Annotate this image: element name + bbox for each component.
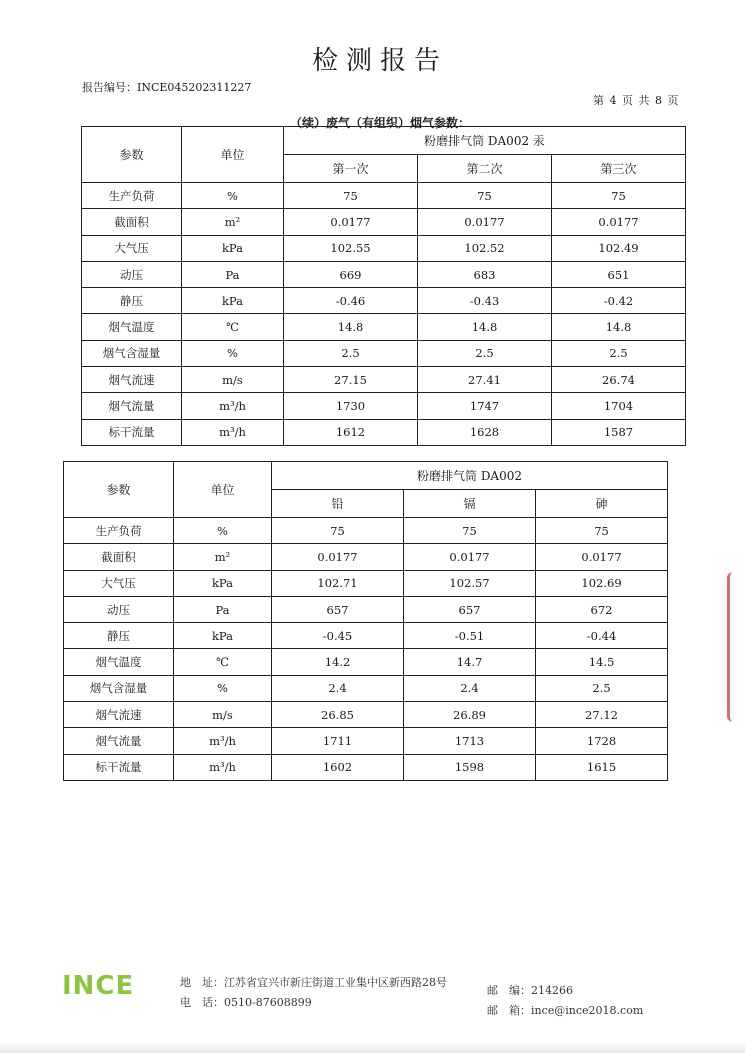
value-cell: 1612 [284,419,418,445]
value-cell: 1602 [272,754,404,780]
param-cell: 大气压 [64,570,174,596]
unit-cell: m² [182,209,284,235]
value-cell: 75 [418,183,552,209]
value-cell: 75 [536,518,668,544]
unit-cell: ℃ [174,649,272,675]
table-row [64,754,668,780]
table-row [64,518,668,544]
param-cell: 大气压 [82,235,182,261]
header-unit: 单位 [174,462,272,518]
table-row [64,675,668,701]
table-row [64,623,668,649]
value-cell: 657 [404,596,536,622]
header-col: 铅 [272,490,404,518]
table-row [64,544,668,570]
value-cell: 102.49 [552,235,686,261]
value-cell: 14.5 [536,649,668,675]
unit-cell: kPa [182,235,284,261]
value-cell: 2.5 [552,340,686,366]
value-cell: 669 [284,261,418,287]
param-cell: 动压 [64,596,174,622]
table-row [82,367,686,393]
value-cell: -0.45 [272,623,404,649]
value-cell: 14.7 [404,649,536,675]
param-cell: 静压 [82,288,182,314]
value-cell: 0.0177 [404,544,536,570]
value-cell: 75 [552,183,686,209]
value-cell: 102.55 [284,235,418,261]
value-cell: 1598 [404,754,536,780]
param-cell: 生产负荷 [64,518,174,544]
value-cell: 0.0177 [284,209,418,235]
value-cell: 14.8 [552,314,686,340]
value-cell: 102.71 [272,570,404,596]
value-cell: -0.46 [284,288,418,314]
report-number: 报告编号：INCE045202311227 [82,81,252,94]
value-cell: 26.74 [552,367,686,393]
param-cell: 截面积 [82,209,182,235]
footer-email: 邮 箱：ince@ince2018.com [487,1004,644,1017]
table-row [82,314,686,340]
value-cell: 1628 [418,419,552,445]
unit-cell: kPa [174,623,272,649]
unit-cell: m² [174,544,272,570]
table-row [64,702,668,728]
value-cell: 14.2 [272,649,404,675]
value-cell: -0.42 [552,288,686,314]
value-cell: 75 [272,518,404,544]
value-cell: 651 [552,261,686,287]
value-cell: -0.51 [404,623,536,649]
param-cell: 烟气流量 [64,728,174,754]
page-number: 第 4 页 共 8 页 [593,94,680,107]
value-cell: 0.0177 [536,544,668,570]
value-cell: 14.8 [418,314,552,340]
unit-cell: Pa [174,596,272,622]
param-cell: 烟气流速 [82,367,182,393]
table-body [82,183,686,446]
value-cell: 1711 [272,728,404,754]
unit-cell: % [182,340,284,366]
page-title: 检测报告 [311,46,448,76]
header-col: 砷 [536,490,668,518]
value-cell: 657 [272,596,404,622]
unit-cell: % [182,183,284,209]
param-cell: 烟气流速 [64,702,174,728]
value-cell: 75 [404,518,536,544]
unit-cell: m³/h [182,419,284,445]
unit-cell: kPa [182,288,284,314]
unit-cell: % [174,675,272,701]
header-param: 参数 [82,127,182,183]
param-cell: 标干流量 [64,754,174,780]
value-cell: 27.12 [536,702,668,728]
value-cell: -0.44 [536,623,668,649]
value-cell: 672 [536,596,668,622]
value-cell: 0.0177 [418,209,552,235]
param-cell: 烟气含湿量 [64,675,174,701]
header-group: 粉磨排气筒 DA002 汞 [284,127,686,155]
footer-zip: 邮 编：214266 [487,984,573,997]
value-cell: 1728 [536,728,668,754]
company-logo [62,971,134,1001]
table-row [64,649,668,675]
unit-cell: kPa [174,570,272,596]
value-cell: 2.5 [284,340,418,366]
scan-edge [0,1041,745,1053]
value-cell: 1587 [552,419,686,445]
unit-cell: % [174,518,272,544]
value-cell: 102.57 [404,570,536,596]
flue-gas-table-metals [63,461,668,781]
table-row [82,183,686,209]
value-cell: 1704 [552,393,686,419]
unit-cell: Pa [182,261,284,287]
value-cell: 0.0177 [552,209,686,235]
header-param: 参数 [64,462,174,518]
param-cell: 烟气含湿量 [82,340,182,366]
value-cell: 1730 [284,393,418,419]
footer-address: 地 址：江苏省宜兴市新庄街道工业集中区新西路28号 [180,976,447,989]
table-row [82,340,686,366]
value-cell: 26.85 [272,702,404,728]
value-cell: 27.15 [284,367,418,393]
table-row [82,419,686,445]
table-row [82,393,686,419]
table-row [82,209,686,235]
table-body [64,518,668,781]
value-cell: 102.52 [418,235,552,261]
param-cell: 烟气温度 [64,649,174,675]
value-cell: 27.41 [418,367,552,393]
value-cell: 102.69 [536,570,668,596]
value-cell: 2.4 [272,675,404,701]
param-cell: 标干流量 [82,419,182,445]
value-cell: 26.89 [404,702,536,728]
header-col: 第二次 [418,155,552,183]
table-row [82,288,686,314]
value-cell: 0.0177 [272,544,404,570]
header-col: 镉 [404,490,536,518]
table-row [64,596,668,622]
table-row [64,570,668,596]
flue-gas-table-mercury [81,126,686,446]
param-cell: 动压 [82,261,182,287]
value-cell: 1747 [418,393,552,419]
value-cell: 2.4 [404,675,536,701]
unit-cell: m³/h [174,754,272,780]
value-cell: 1615 [536,754,668,780]
header-col: 第三次 [552,155,686,183]
unit-cell: m³/h [182,393,284,419]
table-row [64,728,668,754]
value-cell: 2.5 [418,340,552,366]
value-cell: 1713 [404,728,536,754]
unit-cell: ℃ [182,314,284,340]
table-row [82,261,686,287]
param-cell: 静压 [64,623,174,649]
header-group: 粉磨排气筒 DA002 [272,462,668,490]
value-cell: 683 [418,261,552,287]
param-cell: 截面积 [64,544,174,570]
unit-cell: m/s [174,702,272,728]
table-caption: （续）废气（有组织）烟气参数： [290,116,471,130]
footer-phone: 电 话：0510-87608899 [180,996,312,1009]
value-cell: 75 [284,183,418,209]
header-col: 第一次 [284,155,418,183]
header-unit: 单位 [182,127,284,183]
seal-stamp-edge [727,572,745,722]
unit-cell: m/s [182,367,284,393]
table-row [82,235,686,261]
param-cell: 烟气流量 [82,393,182,419]
value-cell: -0.43 [418,288,552,314]
param-cell: 生产负荷 [82,183,182,209]
logo-text: INCE [62,971,135,1001]
value-cell: 2.5 [536,675,668,701]
param-cell: 烟气温度 [82,314,182,340]
value-cell: 14.8 [284,314,418,340]
unit-cell: m³/h [174,728,272,754]
